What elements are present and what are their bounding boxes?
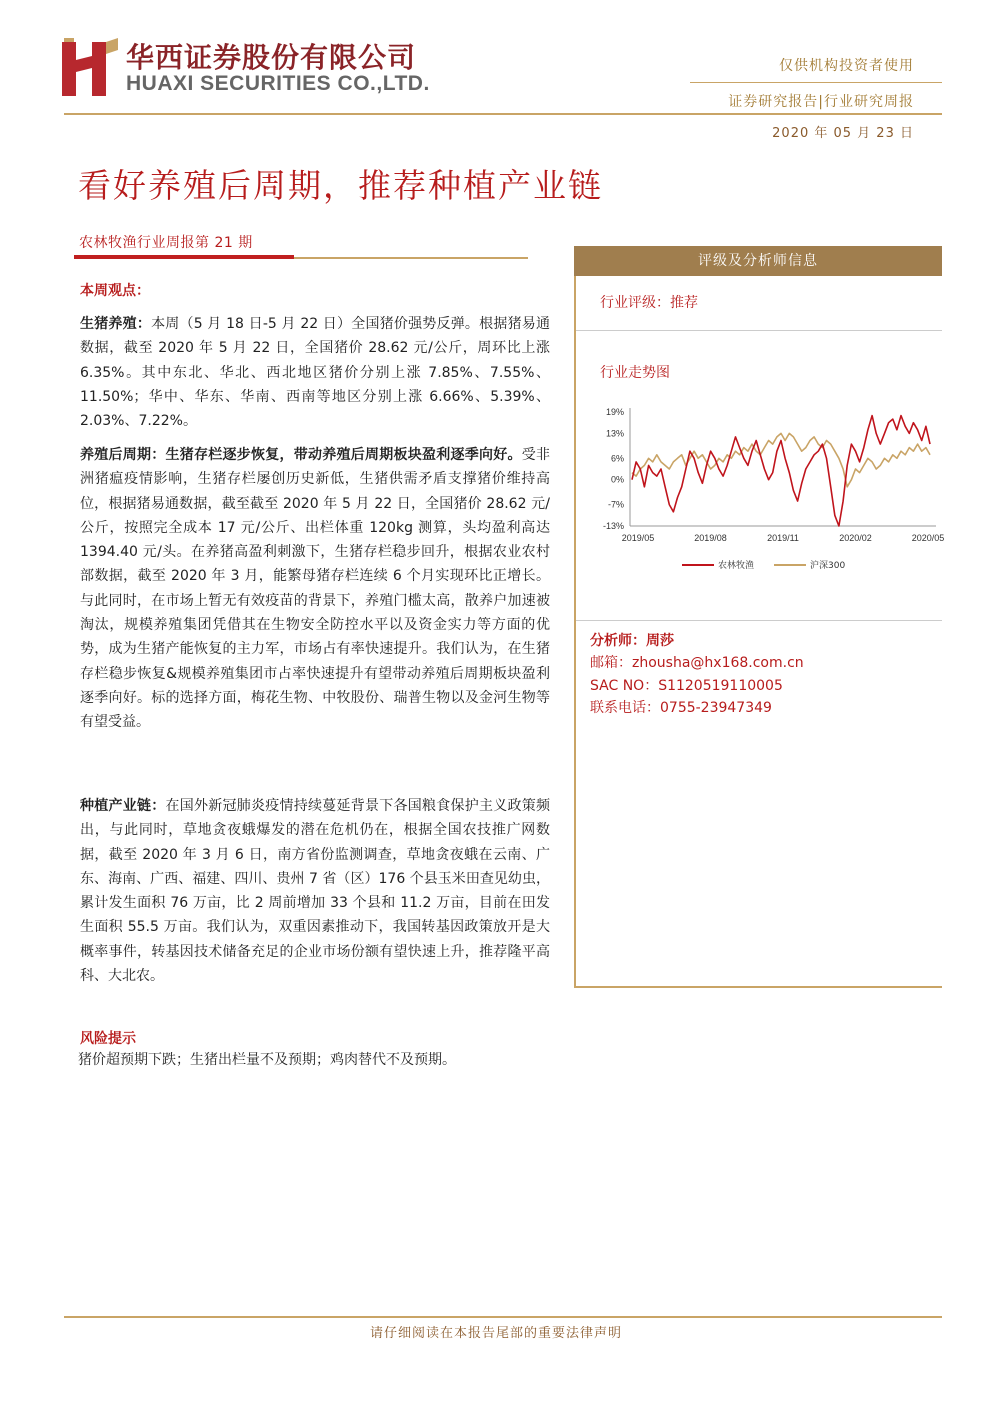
- analyst-email[interactable]: 邮箱：zhousha@hx168.com.cn: [590, 655, 804, 671]
- chart-series-line: [632, 416, 930, 526]
- section-body: 在国外新冠肺炎疫情持续蔓延背景下各国粮食保护主义政策频出，与此同时，草地贪夜蛾爆发的潜在危机仍在，根据全国农技推广网数据，截至 2020 年 3 月 6 日，南方省份监测调查，草地贪夜蛾在云南、广东、海南、广西、福建、四川、贵州 7 省（区）176 个县玉米田查见幼虫，累计发生面积 76 万亩，比 2 周前增加 33 个县和 11.2 万亩，目前在田发生面积 55.5 万亩。我们认为，双重因素推动下，我国转基因政策放开是大概率事件，转基因技术储备充足的企业市场份额有望快速上升，推荐隆平高科、大北农。: [80, 798, 550, 985]
- footer-disclaimer: 请仔细阅读在本报告尾部的重要法律声明: [369, 1326, 622, 1341]
- section-body: 受非洲猪瘟疫情影响，生猪存栏屡创历史新低，生猪供需矛盾支撑猪价维持高位，根据猪易通数据，截至截至 2020 年 5 月 22 日，全国猪价 28.62 元/公斤，按照完全成本 17 元/公斤、出栏体重 120kg 测算，头均盈利高达 1394.40 元/头。在养猪高盈利刺激下，生猪存栏稳步回升，根据农业农村部数据，截至 2020 年 3 月，能繁母猪存栏连续 6 个月实现环比正增长。与此同时，在市场上暂无有效疫苗的背景下，养殖门槛太高，散养户加速被淘汰，规模养殖集团凭借其在生物安全防控水平以及资金实力等方面的优势，成为生猪产能恢复的主力军，市场占有率快速提升。我们认为，在生猪存栏稳步恢复&规模养殖集团市占率快速提升有望带动养殖后周期板块盈利逐季向好。标的选择方面，梅花生物、中牧股份、瑞普生物以及金河生物等有望受益。: [80, 447, 550, 731]
- chart-x-tick-label: 2019/11: [767, 533, 799, 543]
- chart-x-tick-label: 2020/05: [911, 533, 945, 543]
- chart-x-tick-label: 2019/05: [621, 533, 655, 543]
- header-divider-short: [690, 82, 942, 83]
- panel-divider: [576, 330, 942, 331]
- report-category: 证券研究报告|行业研究周报: [728, 94, 914, 110]
- chart-x-tick-label: 2020/02: [839, 533, 872, 543]
- subtitle-underline: [74, 255, 294, 259]
- industry-trend-chart: [590, 398, 945, 584]
- footer-divider: [64, 1316, 942, 1318]
- panel-divider: [576, 620, 942, 621]
- view-heading: 本周观点：: [80, 283, 150, 299]
- section-post-cycle: [80, 443, 550, 735]
- section-lead-extra: 生猪存栏逐步恢复，带动养殖后周期板块盈利逐季向好。: [165, 447, 522, 463]
- analyst-name: 分析师：周莎: [590, 633, 674, 649]
- section-pig-farming: [80, 312, 550, 433]
- chart-y-tick-label: 13%: [605, 428, 624, 439]
- panel-title: 评级及分析师信息: [574, 246, 942, 276]
- company-logo-icon: [62, 38, 118, 96]
- chart-y-tick-label: 19%: [605, 407, 624, 417]
- section-lead: 养殖后周期：: [80, 447, 166, 463]
- risk-text: 猪价超预期下跌；生猪出栏量不及预期；鸡肉替代不及预期。: [78, 1052, 456, 1068]
- section-lead: 种植产业链：: [80, 798, 166, 814]
- chart-y-tick-label: 6%: [610, 453, 624, 464]
- chart-x-tick-label: 2019/08: [694, 533, 727, 543]
- company-name-en: HUAXI SECURITIES CO.,LTD.: [126, 72, 430, 95]
- industry-rating: 行业评级：推荐: [600, 295, 698, 311]
- report-subtitle: 农林牧渔行业周报第 21 期: [79, 235, 253, 251]
- chart-legend-label: 农林牧渔: [718, 561, 755, 571]
- panel-border-left: [574, 276, 576, 988]
- section-planting-chain: [80, 794, 550, 988]
- section-body: 本周（5 月 18 日-5 月 22 日）全国猪价强势反弹。根据猪易通数据，截至 2020 年 5 月 22 日，全国猪价 28.62 元/公斤，周环比上涨 6.35%。其中东北、华北、西北地区猪价分别上涨 7.85%、7.55%、11.50%；华中、华东、华南、西南等地区分别上涨 6.66%、5.39%、2.03%、7.22%。: [80, 316, 550, 430]
- report-date: 2020 年 05 月 23 日: [772, 126, 914, 141]
- chart-y-tick-label: 0%: [610, 474, 624, 485]
- panel-border-bottom: [574, 986, 942, 988]
- risk-heading: 风险提示: [80, 1031, 136, 1047]
- usage-note: 仅供机构投资者使用: [779, 58, 914, 74]
- analyst-sac-number: SAC NO：S1120519110005: [590, 678, 783, 694]
- chart-y-tick-label: -7%: [607, 499, 624, 510]
- report-title: 看好养殖后周期，推荐种植产业链: [78, 166, 603, 205]
- trend-label: 行业走势图: [600, 365, 670, 381]
- subtitle-underline-extension: [294, 257, 528, 259]
- header-divider: [64, 113, 942, 115]
- chart-y-tick-label: -13%: [602, 521, 624, 531]
- company-name-cn: 华西证券股份有限公司: [126, 41, 417, 74]
- section-lead: 生猪养殖：: [80, 316, 152, 332]
- analyst-phone: 联系电话：0755-23947349: [590, 700, 772, 716]
- chart-legend-label: 沪深300: [810, 561, 846, 571]
